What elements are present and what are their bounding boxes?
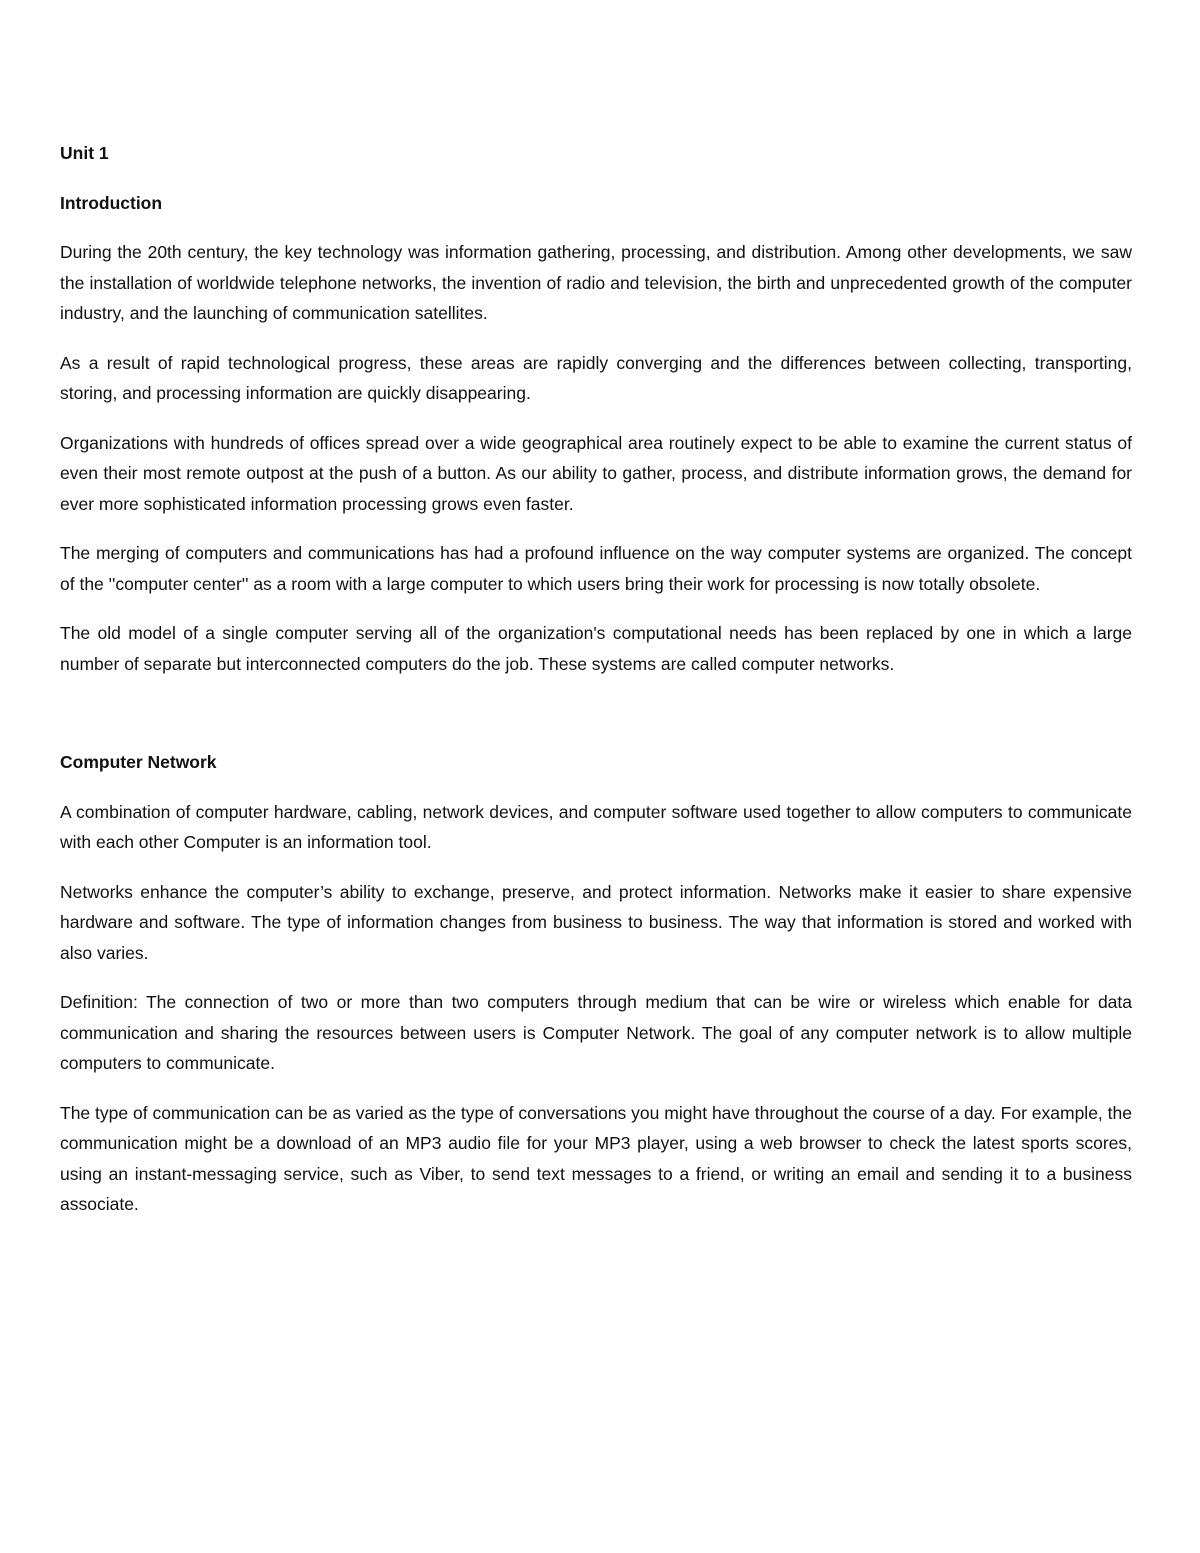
intro-paragraph-1: During the 20th century, the key technology was information gathering, processing, and distribution. Among other developments, we saw the installation of worldwide telephone networks, the invention of radio and television, the birth and unprecedented growth of the computer industry, and the launching of communication satellites.	[60, 242, 1132, 323]
unit-label: Unit 1	[60, 143, 109, 163]
introduction-heading: Introduction	[60, 192, 163, 213]
network-paragraph-2: Networks enhance the computer’s ability to exchange, preserve, and protect information. Networks make it easier to share expensive hardware and software. The type of information changes from business to business. The way that information is stored and worked with also varies.	[60, 881, 1132, 963]
computer-network-heading: Computer Network	[60, 752, 217, 772]
intro-paragraph-4: The merging of computers and communications has had a profound influence on the way computer systems are organized. The concept of the ''computer center'' as a room with a large computer to which users bring their work for processing is now totally obsolete.	[60, 543, 1132, 594]
intro-paragraph-2: As a result of rapid technological progress, these areas are rapidly converging and the differences between collecting, transporting, storing, and processing information are quickly disappearing.	[60, 352, 1132, 403]
intro-paragraph-5: The old model of a single computer serving all of the organization's computational needs has been replaced by one in which a large number of separate but interconnected computers do the job. These systems are called computer networks.	[60, 623, 1132, 674]
intro-paragraph-3: Organizations with hundreds of offices spread over a wide geographical area routinely expect to be able to examine the current status of even their most remote outpost at the push of a button. As our ability to gather, process, and distribute information grows, the demand for ever more sophisticated information processing grows even faster.	[60, 432, 1132, 514]
network-paragraph-4: The type of communication can be as varied as the type of conversations you might have throughout the course of a day. For example, the communication might be a download of an MP3 audio file for your MP3 player, using a web browser to check the latest sports scores, using an instant-messaging service, such as Viber, to send text messages to a friend, or writing an email and sending it to a business associate.	[60, 1102, 1132, 1214]
document-page	[60, 138, 1132, 1239]
section-spacer	[60, 698, 1132, 747]
network-paragraph-3: Definition: The connection of two or more than two computers through medium that can be wire or wireless which enable for data communication and sharing the resources between users is Computer Network. The goal of any computer network is to allow multiple computers to communicate.	[60, 992, 1132, 1073]
network-paragraph-1: A combination of computer hardware, cabling, network devices, and computer software used together to allow computers to communicate with each other Computer is an information tool.	[60, 801, 1132, 852]
